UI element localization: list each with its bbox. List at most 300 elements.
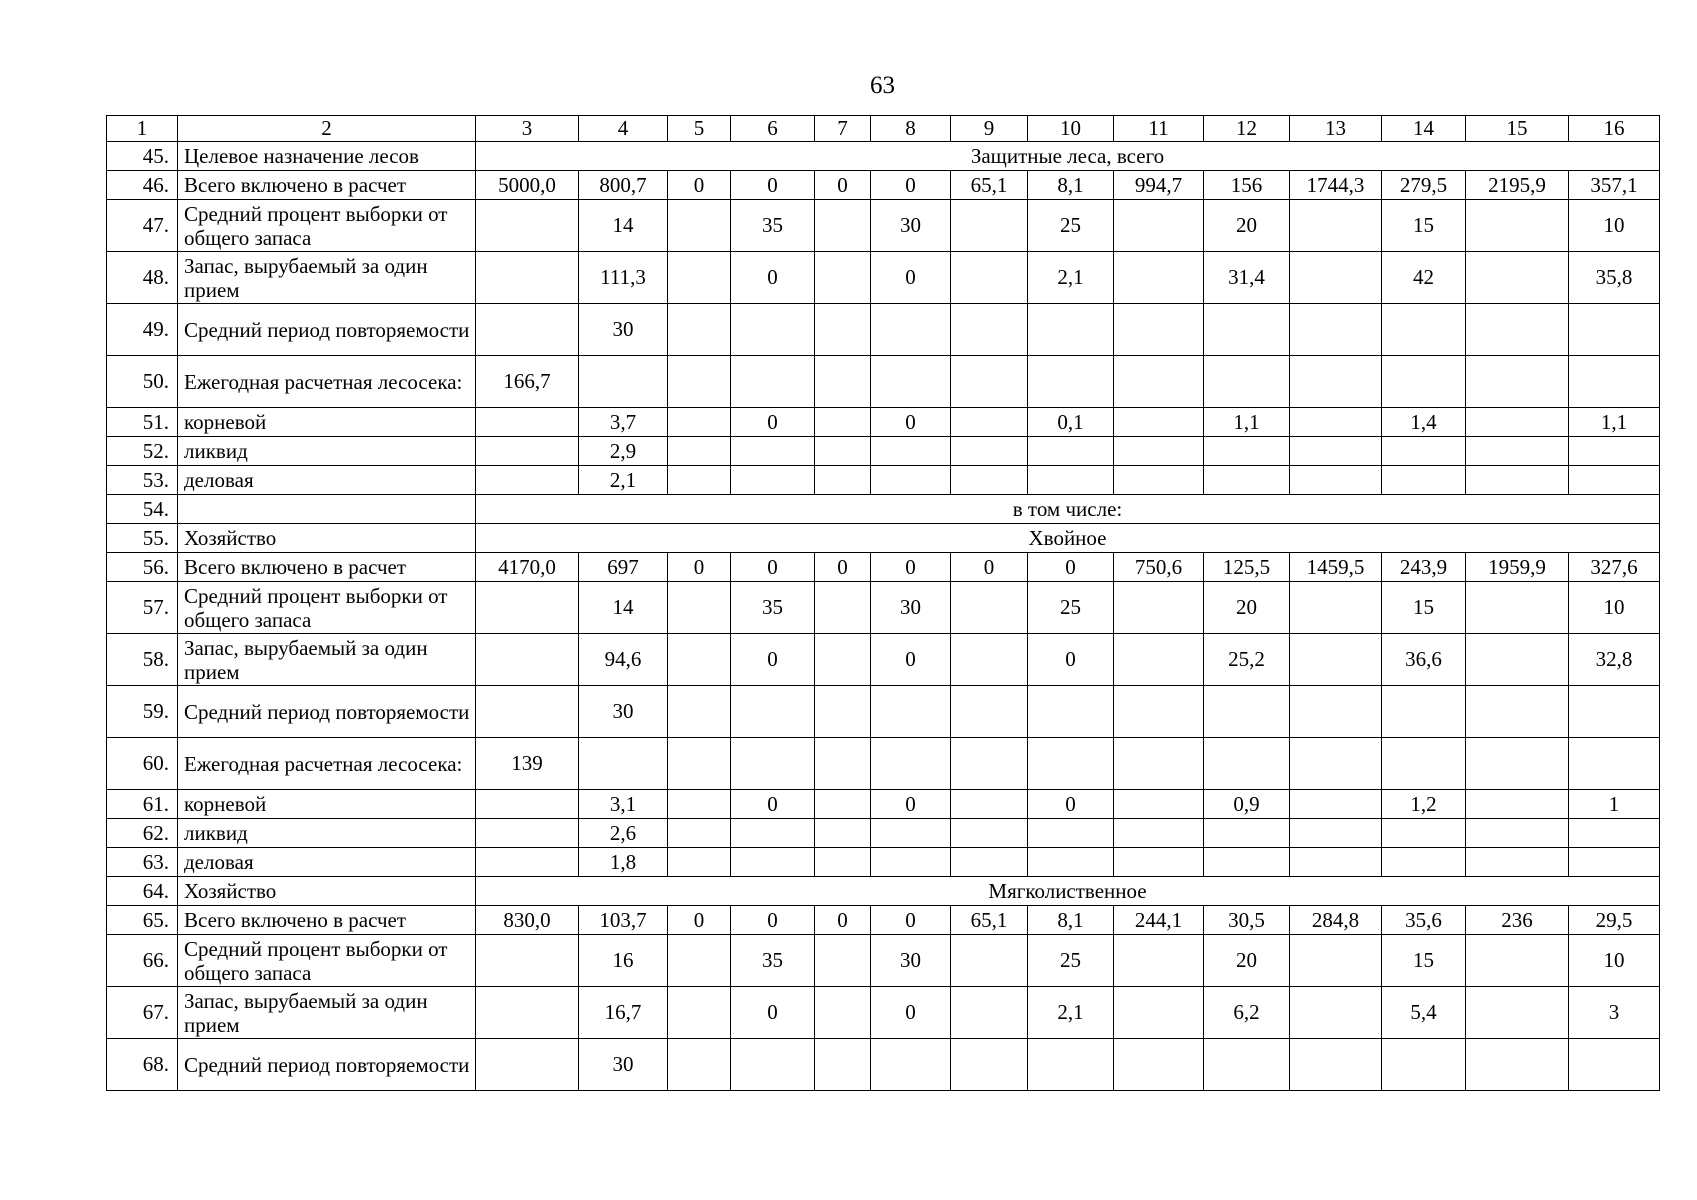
data-cell: 327,6: [1569, 553, 1660, 582]
data-cell: [815, 466, 871, 495]
table-row: [107, 906, 1660, 935]
row-number: 65.: [107, 906, 178, 935]
data-cell: [1028, 1039, 1114, 1091]
data-cell: 1959,9: [1466, 553, 1569, 582]
data-cell: [871, 738, 951, 790]
data-cell: 5,4: [1382, 987, 1466, 1039]
row-number: 46.: [107, 171, 178, 200]
data-cell: [815, 819, 871, 848]
data-cell: [815, 935, 871, 987]
data-cell: [476, 987, 579, 1039]
data-cell: [731, 819, 815, 848]
data-cell: [1114, 466, 1204, 495]
data-cell: 0: [731, 171, 815, 200]
data-cell: [476, 437, 579, 466]
data-cell: [1028, 738, 1114, 790]
data-cell: 284,8: [1290, 906, 1382, 935]
column-number-header: 13: [1290, 116, 1382, 142]
data-cell: 125,5: [1204, 553, 1290, 582]
data-cell: [951, 437, 1028, 466]
data-cell: 65,1: [951, 171, 1028, 200]
row-number: 61.: [107, 790, 178, 819]
data-cell: 0: [731, 252, 815, 304]
data-cell: [1569, 848, 1660, 877]
data-cell: 697: [579, 553, 668, 582]
data-cell: [668, 252, 731, 304]
section-title: в том числе:: [476, 495, 1660, 524]
data-cell: [815, 848, 871, 877]
data-cell: [815, 634, 871, 686]
data-cell: [1028, 437, 1114, 466]
data-cell: [1382, 437, 1466, 466]
data-cell: [1114, 987, 1204, 1039]
data-cell: 29,5: [1569, 906, 1660, 935]
data-cell: 3,7: [579, 408, 668, 437]
table-row: [107, 142, 1660, 171]
row-number: 47.: [107, 200, 178, 252]
data-cell: [1466, 1039, 1569, 1091]
data-cell: [668, 935, 731, 987]
table-row: [107, 848, 1660, 877]
data-cell: [1204, 466, 1290, 495]
data-cell: 156: [1204, 171, 1290, 200]
row-number: 45.: [107, 142, 178, 171]
header-row: [107, 116, 1660, 142]
data-cell: [815, 738, 871, 790]
row-number: 54.: [107, 495, 178, 524]
data-cell: [815, 686, 871, 738]
row-label: Средний период повторяемости: [178, 686, 476, 738]
row-label: Хозяйство: [178, 877, 476, 906]
data-cell: 2195,9: [1466, 171, 1569, 200]
table-row: [107, 819, 1660, 848]
data-cell: [1114, 1039, 1204, 1091]
data-cell: [815, 987, 871, 1039]
data-cell: 800,7: [579, 171, 668, 200]
data-cell: [1290, 1039, 1382, 1091]
data-cell: [1290, 582, 1382, 634]
table-row: [107, 553, 1660, 582]
data-cell: [951, 634, 1028, 686]
column-number-header: 15: [1466, 116, 1569, 142]
data-cell: [1466, 935, 1569, 987]
data-cell: [1204, 848, 1290, 877]
data-cell: 103,7: [579, 906, 668, 935]
data-cell: [1290, 634, 1382, 686]
data-cell: 1: [1569, 790, 1660, 819]
row-label: ликвид: [178, 819, 476, 848]
data-cell: [1290, 738, 1382, 790]
table-row: [107, 634, 1660, 686]
data-cell: [668, 686, 731, 738]
data-cell: [1290, 686, 1382, 738]
column-number-header: 10: [1028, 116, 1114, 142]
row-label: Запас, вырубаемый за один прием: [178, 252, 476, 304]
data-cell: [476, 466, 579, 495]
row-label: Запас, вырубаемый за один прием: [178, 987, 476, 1039]
row-label: корневой: [178, 408, 476, 437]
data-cell: [1466, 819, 1569, 848]
data-cell: [668, 466, 731, 495]
data-cell: 30: [579, 686, 668, 738]
column-number-header: 12: [1204, 116, 1290, 142]
row-label: Ежегодная расчетная лесосека:: [178, 738, 476, 790]
row-label: Ежегодная расчетная лесосека:: [178, 356, 476, 408]
data-cell: [1382, 356, 1466, 408]
data-cell: [668, 582, 731, 634]
data-cell: 5000,0: [476, 171, 579, 200]
table-row: [107, 1039, 1660, 1091]
data-cell: [1290, 819, 1382, 848]
data-cell: [476, 935, 579, 987]
table-row: [107, 304, 1660, 356]
data-cell: 31,4: [1204, 252, 1290, 304]
data-cell: [1569, 466, 1660, 495]
row-label: Хозяйство: [178, 524, 476, 553]
table-row: [107, 466, 1660, 495]
data-cell: [1466, 790, 1569, 819]
data-cell: 0: [815, 553, 871, 582]
data-cell: [1382, 686, 1466, 738]
data-cell: 4170,0: [476, 553, 579, 582]
section-title: Мягколиственное: [476, 877, 1660, 906]
data-cell: 30: [579, 1039, 668, 1091]
data-cell: [476, 408, 579, 437]
data-cell: [579, 738, 668, 790]
row-number: 53.: [107, 466, 178, 495]
data-cell: 0: [731, 408, 815, 437]
data-cell: [1028, 304, 1114, 356]
data-cell: 30: [579, 304, 668, 356]
table-row: [107, 437, 1660, 466]
data-cell: [1204, 304, 1290, 356]
data-cell: [1204, 437, 1290, 466]
table-row: [107, 877, 1660, 906]
column-number-header: 7: [815, 116, 871, 142]
data-cell: [1382, 304, 1466, 356]
data-cell: [951, 466, 1028, 495]
data-cell: 1,8: [579, 848, 668, 877]
data-cell: [1290, 408, 1382, 437]
row-label: [178, 495, 476, 524]
data-cell: [476, 304, 579, 356]
data-cell: [815, 304, 871, 356]
data-cell: [731, 738, 815, 790]
data-cell: [1114, 304, 1204, 356]
data-cell: [871, 304, 951, 356]
data-cell: 0: [815, 906, 871, 935]
data-cell: 6,2: [1204, 987, 1290, 1039]
data-cell: [951, 848, 1028, 877]
row-label: Средний процент выборки от общего запаса: [178, 935, 476, 987]
data-cell: [1466, 200, 1569, 252]
data-cell: 166,7: [476, 356, 579, 408]
table-row: [107, 935, 1660, 987]
data-cell: 35,8: [1569, 252, 1660, 304]
column-number-header: 9: [951, 116, 1028, 142]
data-cell: [815, 582, 871, 634]
data-cell: [731, 848, 815, 877]
data-cell: [1466, 466, 1569, 495]
data-cell: [1290, 848, 1382, 877]
data-cell: [476, 686, 579, 738]
data-cell: [951, 582, 1028, 634]
data-cell: 15: [1382, 200, 1466, 252]
data-cell: 16,7: [579, 987, 668, 1039]
data-cell: 0: [668, 171, 731, 200]
data-cell: 994,7: [1114, 171, 1204, 200]
row-number: 63.: [107, 848, 178, 877]
data-cell: [815, 790, 871, 819]
data-cell: [1204, 686, 1290, 738]
column-number-header: 14: [1382, 116, 1466, 142]
data-cell: [1114, 582, 1204, 634]
data-cell: 25: [1028, 200, 1114, 252]
row-label: Средний период повторяемости: [178, 1039, 476, 1091]
column-number-header: 3: [476, 116, 579, 142]
column-number-header: 5: [668, 116, 731, 142]
data-cell: [731, 356, 815, 408]
data-cell: [951, 738, 1028, 790]
column-number-header: 11: [1114, 116, 1204, 142]
data-cell: 20: [1204, 582, 1290, 634]
page-number: 63: [870, 72, 895, 99]
data-cell: [1569, 819, 1660, 848]
data-cell: [1569, 1039, 1660, 1091]
data-cell: [1569, 356, 1660, 408]
data-cell: 111,3: [579, 252, 668, 304]
data-cell: 0: [951, 553, 1028, 582]
data-cell: [1382, 848, 1466, 877]
table-row: [107, 686, 1660, 738]
row-number: 48.: [107, 252, 178, 304]
table-row: [107, 524, 1660, 553]
table-row: [107, 582, 1660, 634]
table-row: [107, 200, 1660, 252]
data-cell: [1204, 356, 1290, 408]
data-cell: [1114, 356, 1204, 408]
row-label: Всего включено в расчет: [178, 553, 476, 582]
row-label: ликвид: [178, 437, 476, 466]
table-row: [107, 171, 1660, 200]
data-cell: 16: [579, 935, 668, 987]
data-cell: [1569, 304, 1660, 356]
data-cell: 1,2: [1382, 790, 1466, 819]
data-cell: [1114, 408, 1204, 437]
data-cell: 1,4: [1382, 408, 1466, 437]
data-cell: [1114, 634, 1204, 686]
data-cell: [1114, 437, 1204, 466]
data-cell: 830,0: [476, 906, 579, 935]
data-cell: [1466, 634, 1569, 686]
data-cell: [668, 356, 731, 408]
forest-calculation-table: [106, 115, 1660, 1091]
data-cell: [476, 819, 579, 848]
data-cell: 243,9: [1382, 553, 1466, 582]
data-cell: [1114, 848, 1204, 877]
data-cell: 10: [1569, 200, 1660, 252]
data-cell: [668, 1039, 731, 1091]
data-cell: [1466, 686, 1569, 738]
data-cell: [1290, 935, 1382, 987]
data-cell: [1204, 819, 1290, 848]
data-cell: [1290, 437, 1382, 466]
row-label: Запас, вырубаемый за один прием: [178, 634, 476, 686]
data-cell: 32,8: [1569, 634, 1660, 686]
data-cell: [731, 304, 815, 356]
row-label: Целевое назначение лесов: [178, 142, 476, 171]
data-cell: [1569, 437, 1660, 466]
data-cell: [815, 200, 871, 252]
data-cell: 0: [1028, 634, 1114, 686]
data-cell: [1466, 408, 1569, 437]
table-row: [107, 252, 1660, 304]
row-label: Средний процент выборки от общего запаса: [178, 582, 476, 634]
data-cell: [579, 356, 668, 408]
row-label: корневой: [178, 790, 476, 819]
data-cell: 14: [579, 200, 668, 252]
data-cell: [871, 356, 951, 408]
data-cell: 1,1: [1204, 408, 1290, 437]
row-label: Средний процент выборки от общего запаса: [178, 200, 476, 252]
data-cell: [871, 437, 951, 466]
data-cell: 10: [1569, 582, 1660, 634]
data-cell: [1114, 252, 1204, 304]
row-number: 57.: [107, 582, 178, 634]
data-cell: [1466, 987, 1569, 1039]
data-cell: [668, 790, 731, 819]
data-cell: [1204, 738, 1290, 790]
column-number-header: 8: [871, 116, 951, 142]
data-cell: 0: [815, 171, 871, 200]
data-cell: 1,1: [1569, 408, 1660, 437]
data-cell: 30: [871, 935, 951, 987]
data-cell: 30,5: [1204, 906, 1290, 935]
data-cell: [476, 634, 579, 686]
data-cell: [1028, 356, 1114, 408]
data-cell: 750,6: [1114, 553, 1204, 582]
data-cell: [871, 848, 951, 877]
data-cell: [1382, 819, 1466, 848]
data-cell: [476, 1039, 579, 1091]
data-cell: [871, 686, 951, 738]
data-cell: [871, 1039, 951, 1091]
row-number: 59.: [107, 686, 178, 738]
data-cell: [871, 466, 951, 495]
data-cell: 25: [1028, 935, 1114, 987]
table-row: [107, 790, 1660, 819]
data-cell: 0,1: [1028, 408, 1114, 437]
data-cell: 0: [1028, 790, 1114, 819]
data-cell: [668, 738, 731, 790]
row-number: 50.: [107, 356, 178, 408]
data-cell: [1569, 686, 1660, 738]
data-cell: 0: [668, 906, 731, 935]
data-cell: [815, 1039, 871, 1091]
data-cell: [1466, 848, 1569, 877]
data-cell: [1466, 304, 1569, 356]
data-cell: [731, 437, 815, 466]
data-cell: 0: [731, 790, 815, 819]
row-number: 64.: [107, 877, 178, 906]
data-cell: [1028, 819, 1114, 848]
data-cell: [951, 987, 1028, 1039]
data-cell: 244,1: [1114, 906, 1204, 935]
data-cell: [815, 408, 871, 437]
data-cell: [1028, 686, 1114, 738]
data-cell: [1028, 466, 1114, 495]
data-cell: 0: [871, 987, 951, 1039]
data-cell: 14: [579, 582, 668, 634]
data-cell: 0: [731, 906, 815, 935]
data-cell: [1466, 582, 1569, 634]
data-cell: 20: [1204, 935, 1290, 987]
row-number: 49.: [107, 304, 178, 356]
data-cell: 0: [871, 171, 951, 200]
data-cell: 0: [871, 906, 951, 935]
data-cell: 0: [731, 634, 815, 686]
data-cell: 2,1: [579, 466, 668, 495]
data-cell: [1114, 738, 1204, 790]
column-number-header: 4: [579, 116, 668, 142]
data-cell: 0,9: [1204, 790, 1290, 819]
data-cell: [1114, 819, 1204, 848]
table-row: [107, 356, 1660, 408]
data-cell: 2,6: [579, 819, 668, 848]
data-cell: [951, 252, 1028, 304]
data-cell: [668, 304, 731, 356]
data-cell: [476, 252, 579, 304]
data-cell: [668, 408, 731, 437]
data-cell: 0: [871, 553, 951, 582]
data-cell: 236: [1466, 906, 1569, 935]
data-cell: 2,1: [1028, 987, 1114, 1039]
row-number: 66.: [107, 935, 178, 987]
data-cell: [951, 686, 1028, 738]
data-cell: 35: [731, 935, 815, 987]
data-cell: 0: [871, 408, 951, 437]
section-title: Защитные леса, всего: [476, 142, 1660, 171]
section-title: Хвойное: [476, 524, 1660, 553]
data-cell: [1290, 466, 1382, 495]
data-cell: [1290, 304, 1382, 356]
row-number: 55.: [107, 524, 178, 553]
data-cell: 0: [731, 553, 815, 582]
data-cell: [1466, 437, 1569, 466]
row-number: 58.: [107, 634, 178, 686]
data-cell: [1290, 356, 1382, 408]
column-number-header: 16: [1569, 116, 1660, 142]
data-cell: [731, 686, 815, 738]
row-number: 52.: [107, 437, 178, 466]
data-cell: 35,6: [1382, 906, 1466, 935]
data-cell: 0: [871, 790, 951, 819]
row-number: 56.: [107, 553, 178, 582]
data-cell: [668, 848, 731, 877]
data-cell: [951, 819, 1028, 848]
data-cell: [951, 1039, 1028, 1091]
data-cell: [951, 304, 1028, 356]
data-cell: 8,1: [1028, 906, 1114, 935]
data-cell: [476, 200, 579, 252]
data-cell: 10: [1569, 935, 1660, 987]
data-cell: 0: [1028, 553, 1114, 582]
data-cell: 35: [731, 200, 815, 252]
data-cell: [1382, 466, 1466, 495]
data-cell: 94,6: [579, 634, 668, 686]
data-cell: 42: [1382, 252, 1466, 304]
data-cell: 2,9: [579, 437, 668, 466]
